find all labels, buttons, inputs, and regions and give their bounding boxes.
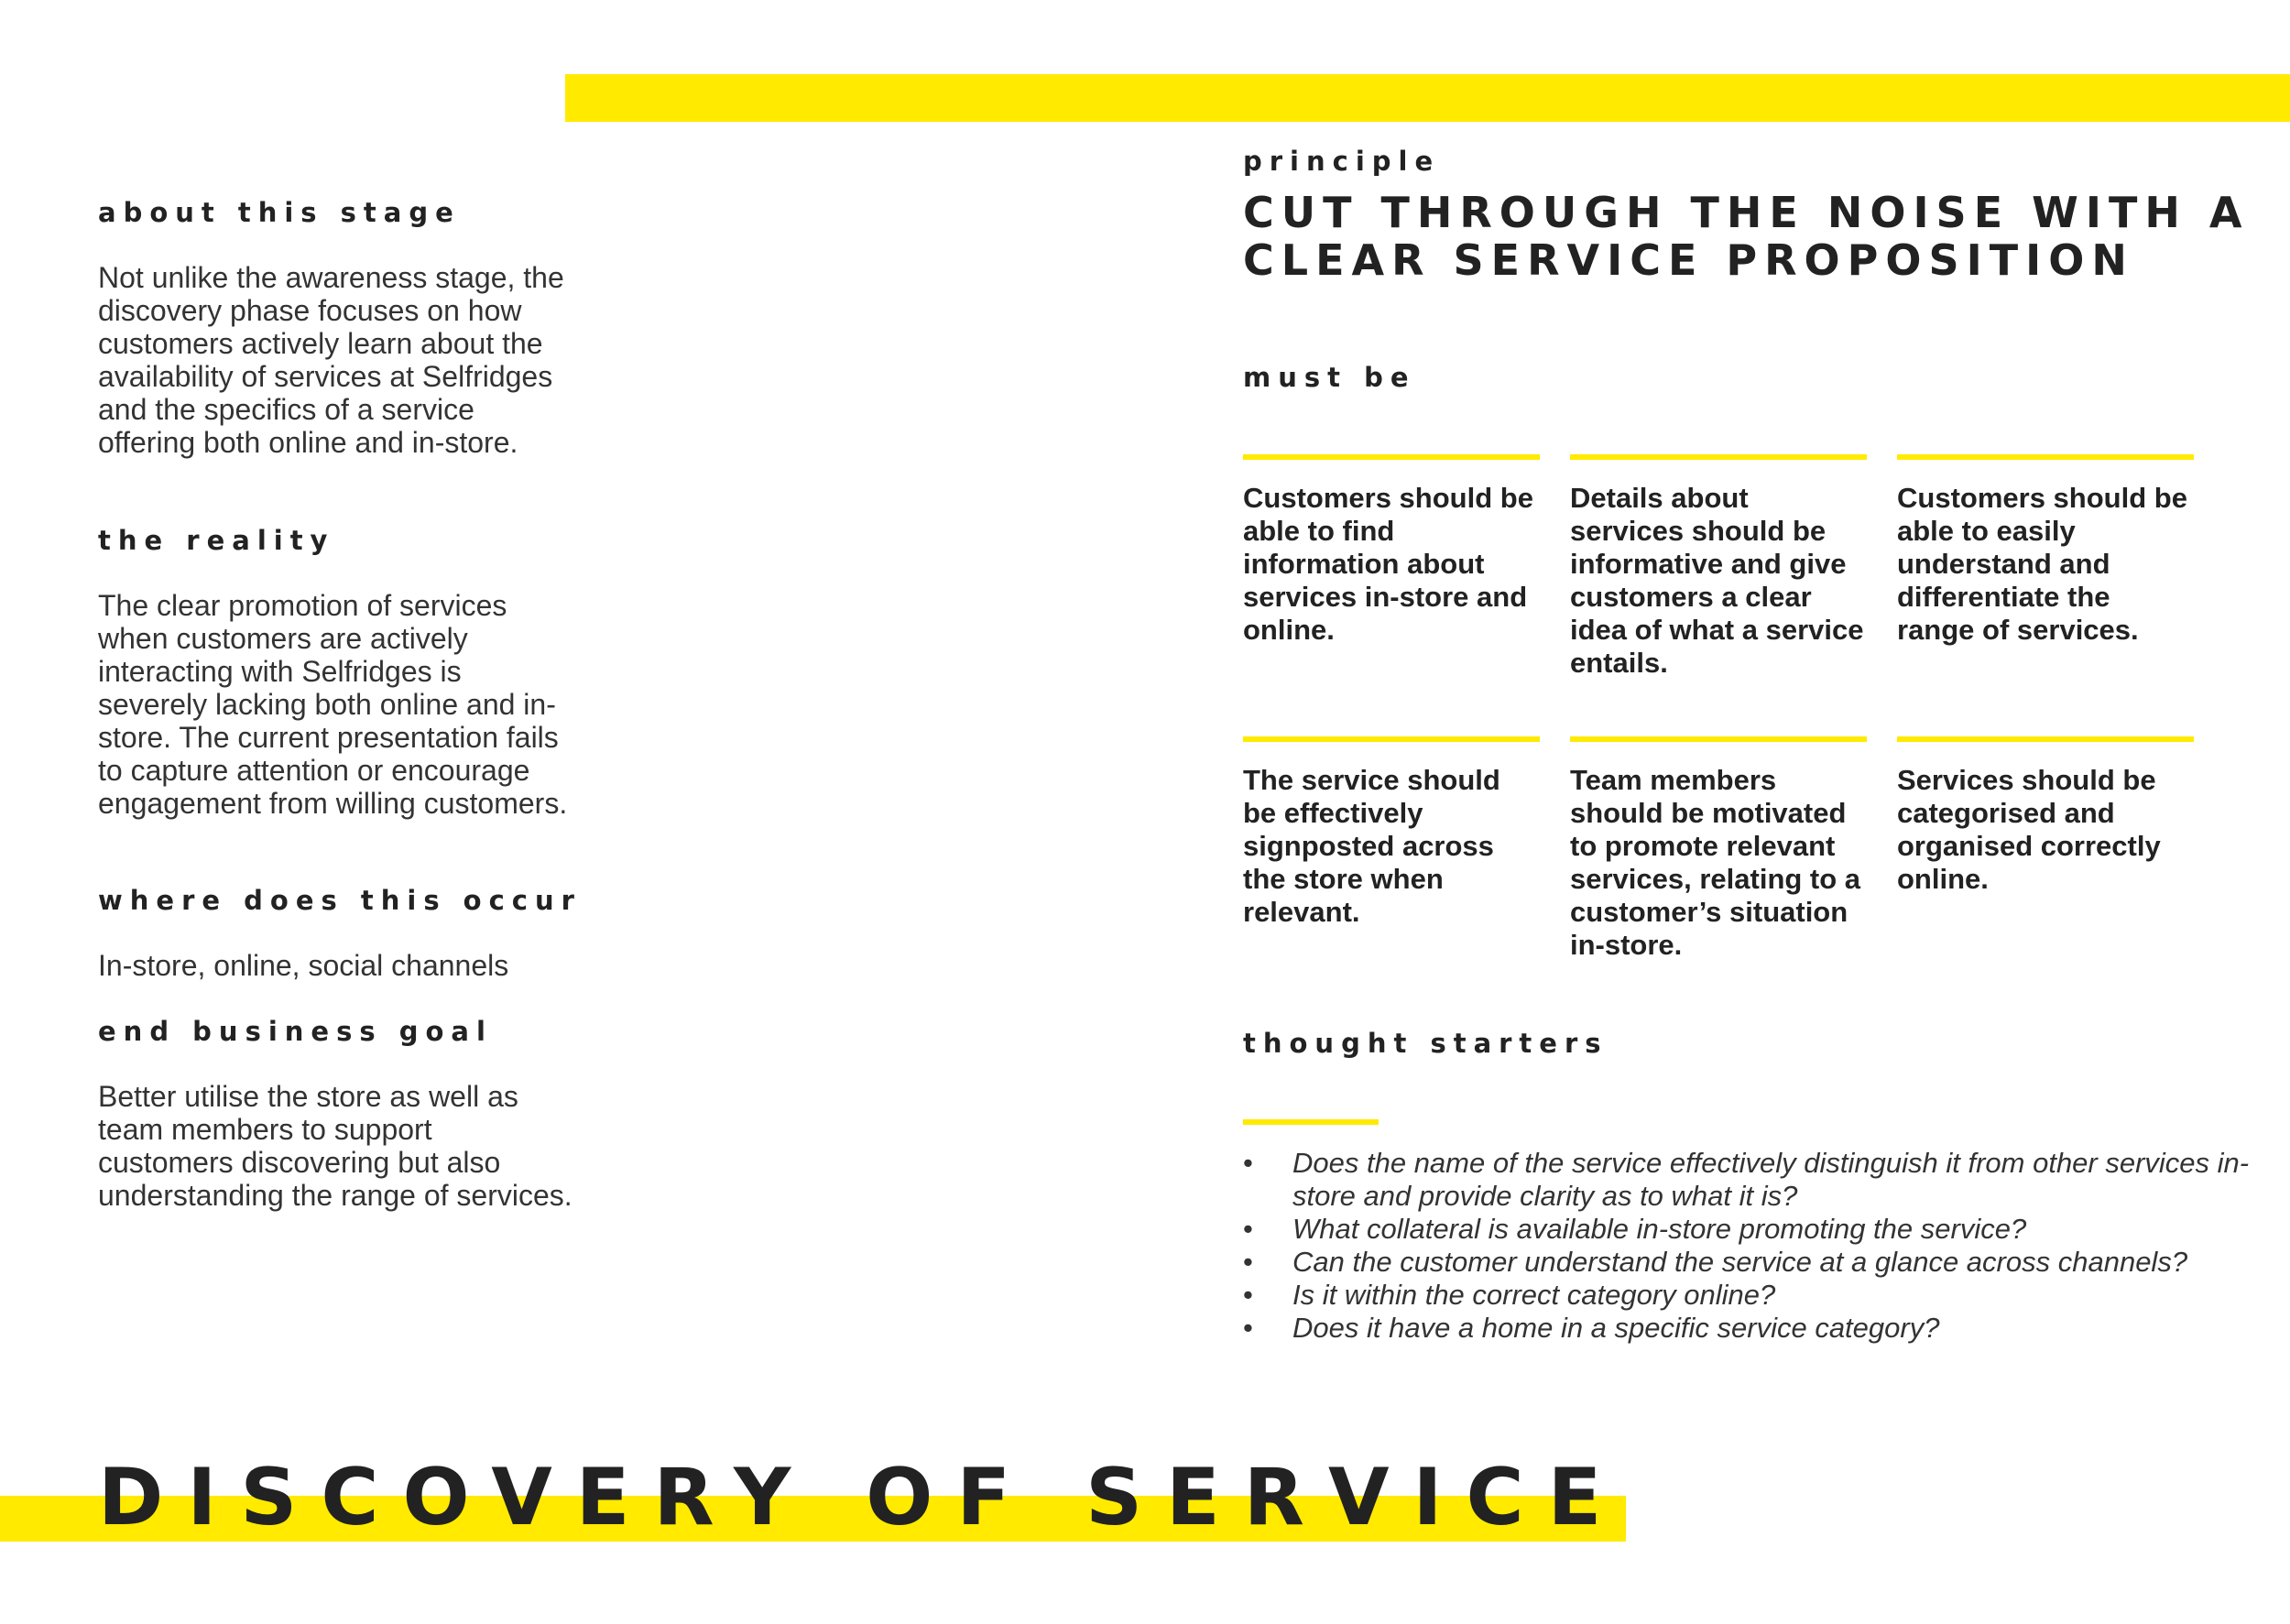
card-accent-rule <box>1243 454 1540 460</box>
goal-text: Better utilise the store as well as team members to support customers discovering but also understanding the range of services. <box>98 1080 572 1212</box>
card-text: Details about services should be informative and give customers a clear idea of what a service entails. <box>1570 482 1864 679</box>
page-title: DISCOVERY OF SERVICE <box>98 1452 1626 1543</box>
card-text: The service should be effectively signposted across the store when relevant. <box>1243 764 1500 928</box>
goal-label: end business goal <box>98 1016 493 1047</box>
requirement-card <box>1570 454 1867 680</box>
thought-starters-label: thought starters <box>1243 1028 1608 1059</box>
requirement-card <box>1243 454 1540 647</box>
card-text: Team members should be motivated to promote relevant services, relating to a customer’s situation in-store. <box>1570 764 1861 961</box>
about-stage-text: Not unlike the awareness stage, the discovery phase focuses on how customers actively learn about the availability of services at Selfridges and the specifics of a service offering both online and in-store. <box>98 261 564 459</box>
bullet-icon: • <box>1243 1279 1253 1311</box>
list-item <box>1243 1312 2260 1345</box>
card-accent-rule <box>1570 454 1867 460</box>
list-item <box>1243 1279 2260 1312</box>
bullet-icon: • <box>1243 1213 1253 1245</box>
reality-label: the reality <box>98 525 335 556</box>
requirement-card <box>1897 454 2194 647</box>
requirement-card <box>1570 736 1867 962</box>
card-accent-rule <box>1243 736 1540 742</box>
must-be-label: must be <box>1243 362 1416 393</box>
thought-starter-text: Is it within the correct category online? <box>1292 1279 1776 1311</box>
card-text: Services should be categorised and organised correctly online. <box>1897 764 2161 895</box>
list-item <box>1243 1246 2260 1279</box>
thought-starter-text: Does it have a home in a specific service category? <box>1292 1312 1940 1344</box>
card-accent-rule <box>1570 736 1867 742</box>
principle-title: CUT THROUGH THE NOISE WITH A CLEAR SERVICE PROPOSITION <box>1243 188 2250 285</box>
top-accent-bar <box>565 74 2290 122</box>
thought-starters-rule <box>1243 1119 1379 1125</box>
card-text: Customers should be able to find information about services in-store and online. <box>1243 482 1533 646</box>
requirement-card <box>1897 736 2194 896</box>
card-accent-rule <box>1897 454 2194 460</box>
occur-text: In-store, online, social channels <box>98 949 509 982</box>
reality-text: The clear promotion of services when customers are actively interacting with Selfridges is severely lacking both online and in-store. The current presentation fails to capture attention or encourage engagement from willing customers. <box>98 589 568 820</box>
bullet-icon: • <box>1243 1312 1253 1344</box>
list-item <box>1243 1147 2260 1213</box>
principle-label: principle <box>1243 146 1441 177</box>
thought-starter-text: Can the customer understand the service at a glance across channels? <box>1292 1246 2188 1278</box>
card-accent-rule <box>1897 736 2194 742</box>
bullet-icon: • <box>1243 1246 1253 1278</box>
list-item <box>1243 1213 2260 1246</box>
thought-starter-text: Does the name of the service effectively distinguish it from other services in-store and provide clarity as to what it is? <box>1292 1147 2250 1212</box>
thought-starters-list <box>1243 1147 2260 1345</box>
occur-label: where does this occur <box>98 885 582 916</box>
card-text: Customers should be able to easily understand and differentiate the range of services. <box>1897 482 2187 646</box>
bullet-icon: • <box>1243 1147 1253 1179</box>
about-stage-label: about this stage <box>98 197 461 228</box>
thought-starter-text: What collateral is available in-store promoting the service? <box>1292 1213 2027 1245</box>
requirement-card <box>1243 736 1540 929</box>
